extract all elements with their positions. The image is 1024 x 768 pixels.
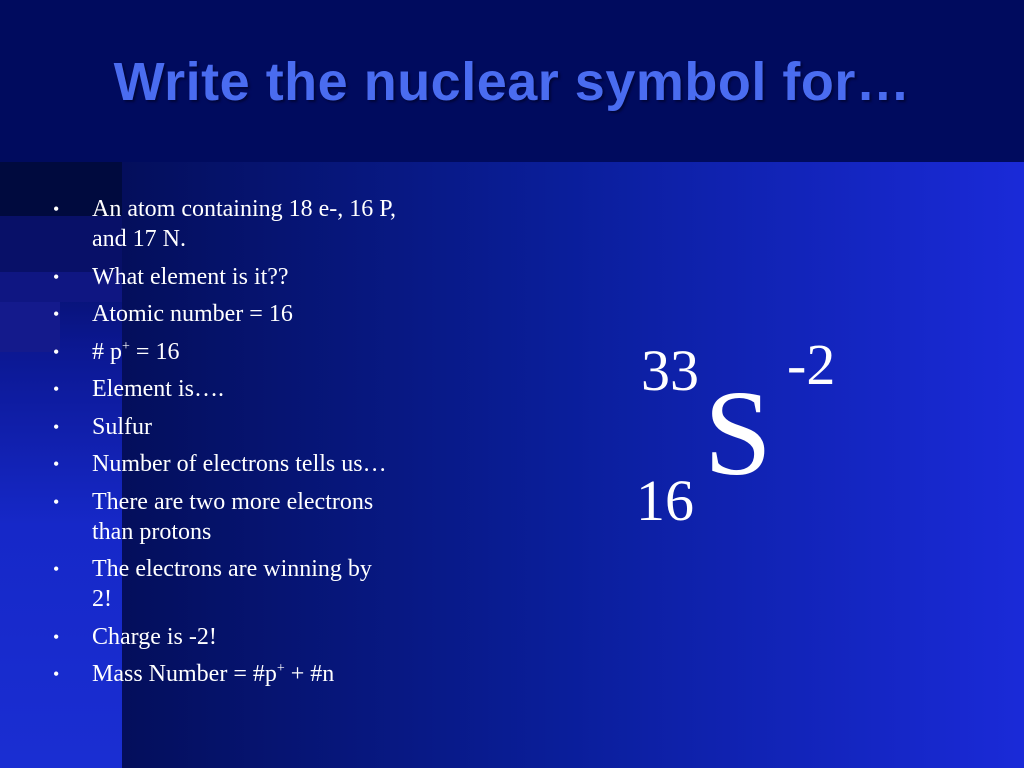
nuclear-symbol <box>620 320 880 560</box>
bullet-text: 2! <box>92 586 112 612</box>
bullet-icon: • <box>53 416 60 437</box>
mass-number: 33 <box>641 338 699 403</box>
bullet-icon: • <box>53 304 60 324</box>
bullet-icon: • <box>53 341 60 362</box>
bullet-text: than protons <box>92 518 212 545</box>
bullet-text: Number of electrons tells us… <box>92 451 387 477</box>
bullet-text: # p <box>92 338 122 365</box>
bullet-text: Charge is -2! <box>92 623 217 650</box>
ion-charge: -2 <box>787 332 836 397</box>
bullet-text: Atomic number = 16 <box>92 301 293 327</box>
bullet-icon: • <box>53 559 60 579</box>
bullet-icon: • <box>53 379 60 399</box>
bullet-text: and 17 N. <box>92 226 186 252</box>
bullet-icon: • <box>53 626 60 647</box>
list-item <box>50 412 470 442</box>
slide-title: Write the nuclear symbol for… <box>113 52 911 112</box>
list-item <box>50 194 470 254</box>
bullet-icon: • <box>53 199 60 219</box>
list-item <box>50 337 470 367</box>
bullet-icon: • <box>53 491 60 512</box>
list-item <box>50 554 470 614</box>
bullet-icon: • <box>53 454 60 474</box>
bullet-text: There are two more electrons <box>92 488 374 515</box>
bullet-text: + #n <box>284 661 335 687</box>
superscript: + <box>276 661 285 676</box>
bullet-list <box>50 194 470 697</box>
bullet-text: Sulfur <box>92 413 152 440</box>
bullet-text: What element is it?? <box>92 263 289 290</box>
list-item <box>50 449 470 479</box>
element-symbol: S <box>704 366 772 501</box>
list-item <box>50 659 470 689</box>
list-item <box>50 299 470 329</box>
bullet-icon: • <box>53 266 60 287</box>
bullet-text: Mass Number = #p <box>92 661 277 687</box>
list-item <box>50 622 470 652</box>
list-item <box>50 262 470 292</box>
list-item <box>50 487 470 547</box>
atomic-number: 16 <box>636 468 694 533</box>
bullet-text: The electrons are winning by <box>92 556 372 582</box>
superscript: + <box>122 338 130 354</box>
bullet-text: Element is…. <box>92 376 224 402</box>
list-item <box>50 374 470 404</box>
bullet-text: An atom containing 18 e-, 16 P, <box>92 196 396 222</box>
bullet-text: = 16 <box>129 338 180 365</box>
bullet-icon: • <box>53 664 60 684</box>
